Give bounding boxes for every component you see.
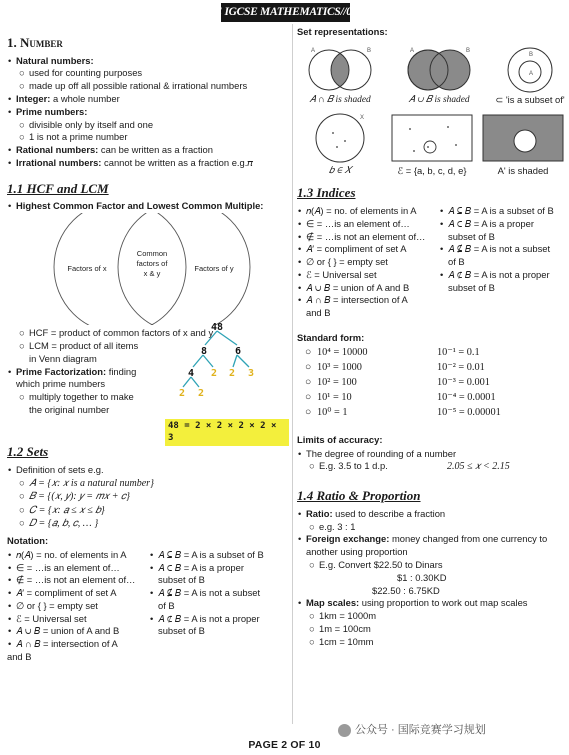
indices-text: ∈ = …is an element of… <box>306 217 410 229</box>
set-rep-row-2 <box>297 111 565 178</box>
indices-item: • 𝐴′ = compliment of set A <box>298 243 407 255</box>
venn-label-x: X <box>360 114 365 121</box>
tree-node: 4 <box>187 368 195 380</box>
set-rep-row-1 <box>297 42 565 107</box>
pf-label: Prime Factorization: <box>16 365 107 377</box>
notation-right <box>149 549 289 664</box>
accuracy-item: • The degree of rounding of a number <box>298 447 457 459</box>
prime-factor-result: 48 = 2 × 2 × 2 × 2 × 3 <box>165 419 289 445</box>
integer-text: a whole number <box>50 93 120 105</box>
pf-item-text: multiply together to make <box>29 391 134 403</box>
notation-item <box>149 600 289 613</box>
venn-intersection <box>297 42 383 107</box>
tree-node: 6 <box>234 346 242 358</box>
pf-item-cont <box>7 404 289 417</box>
indices-item: • 𝐴 ∩ 𝐵 = intersection of A <box>298 294 408 306</box>
sf-item: ○ 10⁰ = 1 <box>305 406 348 418</box>
venn-element <box>297 111 383 178</box>
indices-text: and B <box>306 307 331 319</box>
pf-item-text: the original number <box>29 403 110 415</box>
notation-item: • ℰ = Universal set <box>8 612 87 624</box>
prime-numbers: • Prime numbers: <box>8 105 88 117</box>
pf-item: ○ multiply together to make <box>19 391 134 403</box>
irrational-text: cannot be written as a fraction e.g.𝜋 <box>101 156 253 168</box>
accuracy-result: 2.05 ≤ 𝑥 < 2.15 <box>447 461 510 473</box>
notation-item: • ∅ or { } = empty set <box>8 599 98 611</box>
tree-node: 8 <box>200 346 208 358</box>
page-footer: PAGE 2 OF 10 <box>248 739 321 751</box>
rational-def: • Rational numbers: can be written as a fraction <box>8 144 213 156</box>
tree-leaf: 2 <box>210 368 218 380</box>
indices-text: of B <box>448 256 465 268</box>
notation-left <box>7 549 147 664</box>
rational-text: can be written as a fraction <box>98 144 213 156</box>
prime-item-text: 1 is not a prime number <box>29 131 128 143</box>
indices-item <box>297 307 437 320</box>
prime-item-text: divisible only by itself and one <box>29 118 154 130</box>
notation-text: 𝑛(𝐴) = no. of elements in A <box>16 548 127 560</box>
notation-text: ∅ or { } = empty set <box>16 599 98 611</box>
indices-item <box>439 282 567 295</box>
venn-label-a: A <box>410 47 415 54</box>
notation-text: 𝐴 ∩ 𝐵 = intersection of A <box>16 638 118 650</box>
venn-mid-label: Common <box>136 249 168 259</box>
lcm-item-text: in Venn diagram <box>29 352 97 364</box>
irrational-def: • Irrational numbers: cannot be written as a fraction e.g.𝜋 <box>8 156 253 168</box>
standard-form-title: Standard form: <box>297 332 365 344</box>
indices-text: 𝐴 ∪ 𝐵 = union of A and B <box>306 281 410 293</box>
map-item: ○ 1cm = 10mm <box>309 635 374 647</box>
sf-text: 10¹ = 10 <box>317 391 352 403</box>
map-item-text: 1cm = 10mm <box>319 635 374 647</box>
sf-item: ○ 10³ = 1000 <box>305 361 362 373</box>
indices-item: • 𝐴 ⊂ 𝐵 = A is a proper <box>440 217 534 229</box>
venn-label-a: A <box>311 47 316 54</box>
notation-item: • 𝐴 ⊂ 𝐵 = A is a proper <box>150 561 244 573</box>
irrational-label: Irrational numbers: <box>16 156 102 168</box>
set-example-text: 𝐴 = {𝑥: 𝑥 is a natural number} <box>29 477 155 489</box>
setrep-title: Set representations: <box>297 26 388 37</box>
hcf-title: 1.1 HCF and LCM <box>7 180 109 196</box>
notation-text: of B <box>158 599 175 611</box>
set-example-text: 𝐶 = {𝑥: 𝑎 ≤ 𝑥 ≤ 𝑏} <box>29 504 105 516</box>
map-item: ○ 1m = 100cm <box>309 622 371 634</box>
venn-subset-svg <box>495 42 565 94</box>
notation-item: • 𝐴′ = compliment of set A <box>8 587 117 599</box>
notation-item: • ∉ = …is not an element of… <box>8 574 136 586</box>
caption-element: 𝑏 ∈ 𝑋 <box>328 165 352 176</box>
indices-text: 𝐴 ⊈ 𝐵 = A is not a subset <box>448 243 551 255</box>
venn-label-b: B <box>367 47 372 54</box>
column-divider <box>292 24 293 724</box>
notation-text: 𝐴 ⊄ 𝐵 = A is not a proper <box>158 612 260 624</box>
indices-item: • 𝐴 ⊈ 𝐵 = A is not a subset <box>440 243 551 255</box>
venn-left-label: Factors of x <box>67 264 107 274</box>
notation-item: • ∈ = …is an element of… <box>8 561 120 573</box>
natural-numbers: • Natural numbers: <box>8 54 94 66</box>
lcm-item-text: LCM = product of all items <box>29 339 139 351</box>
tree-root: 48 <box>210 322 224 334</box>
indices-item: • ∉ = …is not an element of… <box>298 230 426 242</box>
venn-universal-svg <box>390 111 474 165</box>
fx-text: money changed from one currency to <box>389 533 548 545</box>
notation-text: and B <box>7 651 32 663</box>
integer-def: • Integer: a whole number <box>8 93 120 105</box>
set-example-text: 𝐵 = {(𝑥, 𝑦): 𝑦 = 𝑚𝑥 + 𝑐} <box>29 491 131 503</box>
caption-universal: ℰ = {a, b, c, d, e} <box>397 164 467 176</box>
factor-block <box>7 322 289 444</box>
prime-item: ○ divisible only by itself and one <box>19 118 154 130</box>
notation-grid <box>7 549 289 664</box>
indices-item: • ℰ = Universal set <box>298 268 377 280</box>
indices-title: 1.3 Indices <box>297 185 356 201</box>
venn-mid-label: x & y <box>143 269 161 279</box>
tree-leaf: 2 <box>178 388 186 400</box>
fx-line: $1 : 0.30KD <box>397 571 447 583</box>
pf-text: finding <box>106 365 137 377</box>
indices-text: subset of B <box>448 281 495 293</box>
fx-line: $22.50 : 6.75KD <box>372 584 440 596</box>
indices-item: • 𝐴 ⊄ 𝐵 = A is not a proper <box>440 268 550 280</box>
indices-text: 𝐴 ⊂ 𝐵 = A is a proper <box>448 217 534 229</box>
venn-right-label: Factors of y <box>194 264 234 274</box>
hcf-item-text: HCF = product of common factors of x and y <box>29 327 214 339</box>
factor-tree <box>155 321 265 399</box>
ratio-text: used to describe a fraction <box>332 507 446 519</box>
indices-left <box>297 205 437 320</box>
ratio-label: Ratio: <box>306 507 333 519</box>
venn-union-svg <box>396 42 482 94</box>
caption-complement: A' is shaded <box>497 164 549 176</box>
hcf-heading: • Highest Common Factor and Lowest Common Multiple: <box>8 200 264 212</box>
watermark-text: 公众号 · 国际竞赛学习规划 <box>355 724 486 736</box>
map-item: ○ 1km = 1000m <box>309 610 377 622</box>
notation-item: • 𝐴 ⊈ 𝐵 = A is not a subset <box>150 587 261 599</box>
prime-item: ○ 1 is not a prime number <box>19 131 128 143</box>
sf-text: 10⁰ = 1 <box>317 406 348 418</box>
hcf-item: ○ HCF = product of common factors of x and y <box>19 327 214 339</box>
indices-item: • 𝐴 ⊆ 𝐵 = A is a subset of B <box>440 205 554 217</box>
accuracy-example-text: E.g. 3.5 to 1 d.p. <box>319 460 388 472</box>
natural-label: Natural numbers: <box>16 54 94 66</box>
sf-text: 10² = 100 <box>317 376 357 388</box>
fx-example-text: E.g. Convert $22.50 to Dinars <box>319 558 443 570</box>
indices-text: 𝐴′ = compliment of set A <box>306 243 407 255</box>
fx-def-cont <box>297 546 565 559</box>
lcm-item: ○ LCM = product of all items <box>19 339 139 351</box>
map-text: using proportion to work out map scales <box>359 597 528 609</box>
map-item-text: 1m = 100cm <box>319 622 371 634</box>
natural-item-text: used for counting purposes <box>29 67 143 79</box>
prime-factorization: • Prime Factorization: finding <box>8 365 137 377</box>
sf-text: 10⁴ = 10000 <box>317 346 368 358</box>
indices-item: • ∈ = …is an element of… <box>298 217 410 229</box>
sf-item: 10⁻⁴ = 0.0001 <box>437 391 496 403</box>
caption-intersection: 𝐴 ∩ 𝐵 is shaded <box>309 94 371 105</box>
notation-item: • 𝐴 ∩ 𝐵 = intersection of A <box>8 638 118 650</box>
venn-label-b: B <box>466 47 471 54</box>
set-example: ○ 𝐷 = {𝑎, 𝑏, 𝑐, … } <box>19 517 99 530</box>
venn-intersection-svg <box>297 42 383 94</box>
sf-item: ○ 10² = 100 <box>305 376 357 388</box>
caption-union: 𝐴 ∪ 𝐵 is shaded <box>408 94 470 105</box>
notation-text: 𝐴 ⊂ 𝐵 = A is a proper <box>158 561 244 573</box>
prime-label: Prime numbers: <box>16 105 88 117</box>
integer-label: Integer: <box>16 93 51 105</box>
indices-text: subset of B <box>448 230 495 242</box>
hcf-heading-text: Highest Common Factor and Lowest Common Multiple: <box>16 200 264 212</box>
set-example: ○ 𝐶 = {𝑥: 𝑎 ≤ 𝑥 ≤ 𝑏} <box>19 503 105 516</box>
notation-item <box>149 574 289 587</box>
tree-leaf: 2 <box>197 388 205 400</box>
notation-text: ∉ = …is not an element of… <box>16 574 136 586</box>
venn-element-svg <box>305 111 375 165</box>
sf-item: 10⁻² = 0.01 <box>437 361 485 373</box>
venn-label-a: A <box>529 70 534 77</box>
indices-text: 𝐴 ∩ 𝐵 = intersection of A <box>306 294 408 306</box>
tree-leaf: 2 <box>228 368 236 380</box>
indices-item: • 𝐴 ∪ 𝐵 = union of A and B <box>298 281 410 293</box>
tree-leaf: 3 <box>247 368 255 380</box>
ratio-title: 1.4 Ratio & Proportion <box>297 488 421 504</box>
caption-subset: ⊂ 'is a subset of' <box>495 93 565 105</box>
number-title: 1. Number <box>7 35 63 50</box>
sets-title: 1.2 Sets <box>7 444 49 460</box>
sets-def-text: Definition of sets e.g. <box>16 463 104 475</box>
set-example-text: 𝐷 = {𝑎, 𝑏, 𝑐, … } <box>29 518 99 530</box>
ratio-def: • Ratio: used to describe a fraction <box>298 507 446 519</box>
venn-mid-label: factors of <box>136 259 168 269</box>
notation-text: ℰ = Universal set <box>16 612 87 624</box>
indices-text: 𝑛(𝐴) = no. of elements in A <box>306 205 417 217</box>
accuracy-title: Limits of accuracy: <box>297 433 383 445</box>
natural-item: ○ made up off all possible rational & irrational numbers <box>19 80 248 92</box>
indices-item: • ∅ or { } = empty set <box>298 256 388 268</box>
notation-item: • 𝐴 ∪ 𝐵 = union of A and B <box>8 625 120 637</box>
notation-text: 𝐴 ⊈ 𝐵 = A is not a subset <box>158 587 261 599</box>
notation-item <box>149 625 289 638</box>
rational-label: Rational numbers: <box>16 144 99 156</box>
notation-item: • 𝑛(𝐴) = no. of elements in A <box>8 548 127 560</box>
fx-def: • Foreign exchange: money changed from one currency to <box>298 533 548 545</box>
header-banner: CIE IGCSE MATHEMATICS//0580 <box>221 3 350 22</box>
ratio-example-text: e.g. 3 : 1 <box>319 520 356 532</box>
notation-text: 𝐴′ = compliment of set A <box>16 587 117 599</box>
left-column <box>7 24 289 664</box>
indices-grid <box>297 205 565 320</box>
set-example: ○ 𝐴 = {𝑥: 𝑥 is a natural number} <box>19 476 155 489</box>
sf-item: ○ 10⁴ = 10000 <box>305 346 368 358</box>
map-label: Map scales: <box>306 597 360 609</box>
sets-def: • Definition of sets e.g. <box>8 463 104 475</box>
indices-text: ℰ = Universal set <box>306 268 377 280</box>
venn-union <box>396 42 482 107</box>
natural-item-text: made up off all possible rational & irrational numbers <box>29 80 248 92</box>
notation-text: 𝐴 ∪ 𝐵 = union of A and B <box>16 625 120 637</box>
indices-item: • 𝑛(𝐴) = no. of elements in A <box>298 205 417 217</box>
right-column <box>297 26 565 648</box>
standard-form-table <box>297 346 565 420</box>
natural-item: ○ used for counting purposes <box>19 67 143 79</box>
sf-text: 10³ = 1000 <box>317 361 362 373</box>
venn-label-b: B <box>529 51 534 58</box>
accuracy-text: The degree of rounding of a number <box>306 447 457 459</box>
accuracy-example: ○ E.g. 3.5 to 1 d.p. 2.05 ≤ 𝑥 < 2.15 <box>309 460 510 473</box>
notation-item: • 𝐴 ⊄ 𝐵 = A is not a proper <box>150 612 260 624</box>
hcf-venn-diagram <box>7 213 289 325</box>
fx-example: ○ E.g. Convert $22.50 to Dinars <box>309 558 443 570</box>
indices-text: ∉ = …is not an element of… <box>306 230 426 242</box>
watermark <box>338 723 486 738</box>
ratio-example: ○ e.g. 3 : 1 <box>309 520 356 532</box>
sf-item: ○ 10¹ = 10 <box>305 391 352 403</box>
venn-subset <box>495 42 565 107</box>
indices-text: 𝐴 ⊄ 𝐵 = A is not a proper <box>448 268 550 280</box>
notation-item <box>7 651 147 664</box>
notation-text: subset of B <box>158 574 205 586</box>
sf-item: 10⁻³ = 0.001 <box>437 376 490 388</box>
set-example: ○ 𝐵 = {(𝑥, 𝑦): 𝑦 = 𝑚𝑥 + 𝑐} <box>19 490 131 503</box>
notation-text: ∈ = …is an element of… <box>16 561 120 573</box>
indices-text: 𝐴 ⊆ 𝐵 = A is a subset of B <box>448 205 554 217</box>
fx-label: Foreign exchange: <box>306 533 390 545</box>
wechat-icon <box>338 724 351 737</box>
notation-item: • 𝐴 ⊆ 𝐵 = A is a subset of B <box>150 548 264 560</box>
indices-item <box>439 256 567 269</box>
sf-item: 10⁻⁵ = 0.00001 <box>437 406 501 418</box>
venn-complement <box>481 111 565 178</box>
map-item-text: 1km = 1000m <box>319 610 377 622</box>
indices-item <box>439 231 567 244</box>
pf-text: which prime numbers <box>16 378 106 390</box>
fx-text: another using proportion <box>306 546 408 558</box>
notation-text: 𝐴 ⊆ 𝐵 = A is a subset of B <box>158 548 264 560</box>
indices-right <box>439 205 567 320</box>
venn-complement-svg <box>481 111 565 165</box>
venn-universal <box>390 111 474 178</box>
map-def: • Map scales: using proportion to work out map scales <box>298 597 528 609</box>
sf-item: 10⁻¹ = 0.1 <box>437 346 480 358</box>
notation-text: subset of B <box>158 625 205 637</box>
notation-label: Notation: <box>7 534 49 546</box>
indices-text: ∅ or { } = empty set <box>306 256 388 268</box>
